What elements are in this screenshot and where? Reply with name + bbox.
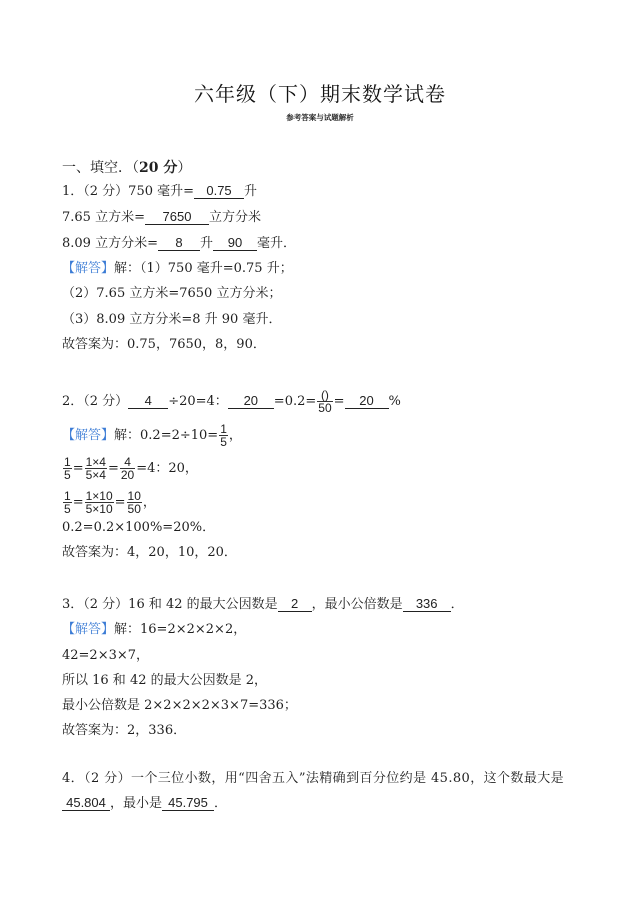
fraction: $\frac{1\times 4}{5\times 4}$ [85,455,106,482]
q3-solution-line2: 42=2×3×7， [62,648,150,663]
answer-blank: 7650 [145,210,209,225]
answer-blank: 45.795 [162,796,214,811]
fraction: $\frac{4}{20}$ [120,455,135,482]
q1-line1: 1．（2 分）750 毫升= 0.75 升 [62,183,258,199]
q3-solution-line3: 所以 16 和 42 的最大公因数是 2， [62,673,268,688]
section-heading: 一、填空．（20 分） [62,160,192,176]
fraction: $\frac{1}{5}$ [64,489,71,516]
fraction: $\frac{10}{50}$ [127,489,141,516]
fraction: $\frac{1}{5}$ [64,455,71,482]
q2-line1: 2．（2 分） 4 ÷20=4： 20 =0.2= $\frac{()}{50}$ = 20 % [62,388,401,415]
q4-line2: 45.804 ，最小是 45.795 ． [62,796,227,812]
page-title: 六年级（下）期末数学试卷 [194,82,446,106]
q1-final-answer: 故答案为：0.75，7650，8，90． [62,337,266,352]
q3-final-answer: 故答案为：2，336． [62,723,187,738]
q3-solution-line1: 【解答】解：16=2×2×2×2， [62,622,247,637]
fraction: $\frac{()}{50}$ [318,388,332,415]
answer-tag: 【解答】 [62,428,115,443]
answer-tag: 【解答】 [62,622,115,637]
q3-solution-line4: 最小公倍数是 2×2×2×2×3×7=336； [62,698,297,713]
q1-solution-line2: （2）7.65 立方米=7650 立方分米； [62,286,282,301]
answer-blank: 90 [213,236,257,251]
q2-solution-line2: $\frac{1}{5}$ = $\frac{1\times 4}{5\times 4}$ = $\frac{4}{20}$ =4：20， [64,455,198,482]
answer-blank: 2 [278,597,312,612]
answer-blank: 4 [128,394,168,409]
answer-blank: 20 [228,394,274,409]
q2-solution-line1: 【解答】解：0.2=2÷10= $\frac{1}{5}$ ， [62,422,242,449]
answer-tag: 【解答】 [62,261,115,276]
fraction: $\frac{1\times 10}{5\times 10}$ [85,489,113,516]
q3-line1: 3．（2 分）16 和 42 的最大公因数是 2 ，最小公倍数是 336 ． [62,596,464,612]
answer-blank: 20 [345,394,389,409]
q2-final-answer: 故答案为：4，20，10，20． [62,545,237,560]
q1-line3: 8.09 立方分米= 8 升 90 毫升． [62,235,297,251]
q2-solution-line3: $\frac{1}{5}$ = $\frac{1\times 10}{5\times 10}$ = $\frac{10}{50}$ ， [64,489,156,516]
answer-blank: 45.804 [62,796,110,811]
q2-solution-line4: 0.2=0.2×100%=20%． [62,520,216,535]
fraction: $\frac{1}{5}$ [220,422,227,449]
page-subtitle: 参考答案与试题解析 [286,113,354,122]
q1-line2: 7.65 立方米= 7650 立方分米 [62,209,261,225]
q4-line1: 4．（2 分）一个三位小数，用“四舍五入”法精确到百分位约是 45.80，这个数最大是 [62,771,565,786]
answer-blank: 336 [403,597,451,612]
answer-blank: 8 [158,236,200,251]
q1-solution-line1: 【解答】解：（1）750 毫升=0.75 升； [62,261,293,276]
q1-solution-line3: （3）8.09 立方分米=8 升 90 毫升． [62,312,282,327]
answer-blank: 0.75 [194,184,244,199]
